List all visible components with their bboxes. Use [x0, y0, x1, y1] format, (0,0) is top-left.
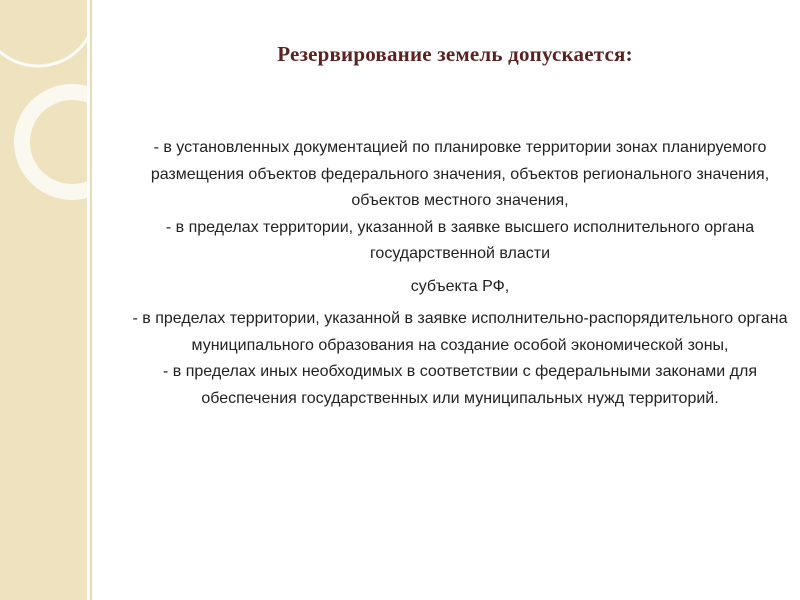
paragraph-1: - в установленных документацией по планировке территории зонах планируемого размещения объектов федерального значения, объектов регионального значения, объектов местного значения, [150, 139, 770, 209]
divider [90, 0, 92, 600]
ring-middle [22, 92, 87, 192]
ring-top [0, 0, 87, 66]
slide-title: Резервирование земель допускается: [277, 42, 633, 66]
decorative-rings [0, 0, 87, 600]
paragraph-3: субъекта РФ, [410, 277, 510, 295]
slide-body [130, 135, 790, 412]
paragraph-5: - в пределах иных необходимых в соответствии с федеральными законами для обеспечения государственных или муниципальных нужд территорий. [162, 363, 757, 407]
paragraph-4: - в пределах территории, указанной в заявке исполнительно-распорядительного органа муниципального образования на создание особой экономической зоны, [132, 310, 788, 354]
decorative-side-band [0, 0, 87, 600]
paragraph-2: - в пределах территории, указанной в заявке высшего исполнительного органа государственной власти [165, 218, 755, 262]
